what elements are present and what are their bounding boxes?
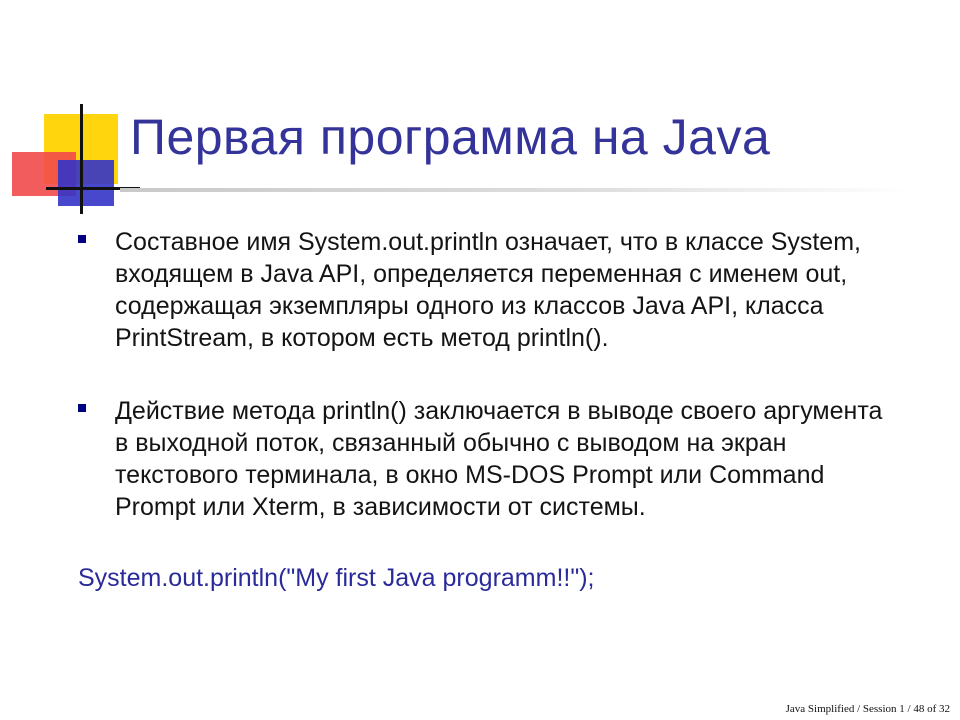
title-underline	[120, 188, 910, 192]
bullet-item	[78, 395, 883, 525]
vertical-line-decoration	[80, 104, 83, 214]
bullet-item	[78, 226, 878, 356]
slide-logo-decoration	[0, 0, 140, 230]
square-bullet-icon	[78, 235, 86, 243]
bullet-text: Составное имя System.out.println означает, что в классе System, входящем в Java API, определяется переменная с именем out, содержащая экземпляры одного из классов Java API, класса PrintStream, в котором есть метод println().	[115, 228, 861, 352]
slide-footer: Java Simplified / Session 1 / 48 of 32	[785, 703, 950, 715]
slide-title: Первая программа на Java	[130, 109, 771, 165]
blue-square-decoration	[58, 160, 114, 206]
square-bullet-icon	[78, 404, 86, 412]
bullet-text: Действие метода println() заключается в выводе своего аргумента в выходной поток, связанный обычно с выводом на экран текстового терминала, в окно MS-DOS Prompt или Command Prompt или Xterm, в зависимости от системы.	[115, 397, 883, 521]
code-example: System.out.println("My first Java programm!!");	[78, 564, 595, 592]
